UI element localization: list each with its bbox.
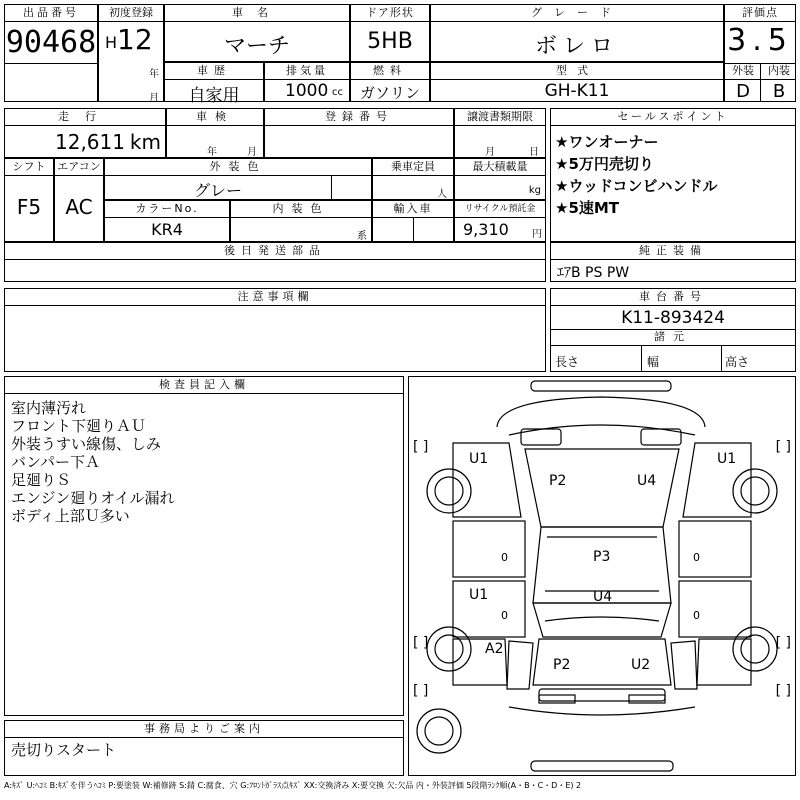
capacity-unit: 人: [437, 189, 447, 200]
door-box: [350, 4, 430, 62]
door-type: 5HB: [367, 29, 413, 54]
shift-box: [4, 158, 54, 242]
inspector-line-5: 足廻りＳ: [11, 471, 72, 489]
chassis-number: K11-893424: [621, 308, 725, 328]
year-unit: 年: [149, 69, 159, 80]
inspector-line-7: ボディ上部Ｕ多い: [11, 507, 130, 525]
int-label: 内装: [768, 64, 790, 77]
insp-year-unit: 年: [207, 147, 217, 158]
width-label: 幅: [647, 355, 660, 369]
shift: F5: [16, 195, 42, 219]
car-name-label: 車名: [165, 5, 349, 22]
ext-color: グレー: [193, 181, 242, 200]
zero-right-lower: 0: [693, 609, 700, 622]
import-label: 輸入車: [373, 201, 453, 218]
sales-point-1: ★ワンオーナー: [555, 133, 659, 151]
max-load-label: 最大積載量: [455, 159, 545, 176]
inspector-label: 検査員記入欄: [5, 377, 403, 394]
sales-points-box: [550, 108, 796, 242]
transfer-month: 月: [485, 147, 495, 158]
recycle-box: [454, 200, 546, 242]
inspector-line-4: バンパー下Ａ: [11, 453, 100, 471]
model: GH-K11: [544, 81, 610, 101]
int-score: B: [772, 81, 786, 102]
ext-color-box: [104, 158, 372, 200]
zero-left-upper: 0: [501, 551, 508, 564]
inspector-line-6: エンジン廻りオイル漏れ: [11, 489, 175, 507]
fuel-label: 燃料: [351, 63, 429, 80]
reg-no-label: 登録番号: [265, 109, 453, 126]
office-label: 事務局よりご案内: [5, 721, 403, 738]
first-reg-year: 12: [117, 23, 153, 56]
mileage: 12,611: [55, 130, 125, 154]
damage-mark-roof: P3: [593, 549, 611, 565]
grade-box: [430, 4, 724, 62]
recycle-label: リサイクル預託金: [455, 201, 545, 218]
displacement-box: [264, 62, 350, 102]
model-label: 型式: [431, 63, 723, 80]
sales-point-2: ★5万円売切り: [555, 155, 654, 173]
history-box: [164, 62, 264, 106]
length-label: 長さ: [555, 355, 580, 369]
transfer-day: 日: [529, 147, 539, 158]
car-name-box: [164, 4, 350, 62]
grade: ボレロ: [534, 34, 619, 59]
lot-label: 出品番号: [5, 5, 97, 22]
height-label: 高さ: [725, 355, 750, 369]
bracket-right-mid: [ ]: [775, 635, 791, 651]
mileage-box: [4, 108, 166, 158]
mileage-label: 走行: [5, 109, 165, 126]
damage-mark-windshield-right: U4: [637, 473, 657, 489]
lot-number: 90468: [5, 25, 97, 60]
notes-label: 注意事項欄: [5, 289, 545, 306]
damage-diagram: [408, 376, 796, 776]
inspector-line-3: 外装うすい線傷、しみ: [11, 435, 162, 453]
era: H: [105, 33, 118, 52]
sales-point-4: ★5速MT: [555, 199, 620, 217]
inspector-box: [4, 376, 404, 716]
damage-mark-rear-window: U4: [593, 589, 613, 605]
inspection-box: [166, 108, 264, 158]
grade-label: グレード: [431, 5, 723, 22]
bracket-right-top: [ ]: [775, 439, 791, 455]
ac: AC: [65, 195, 93, 219]
max-load-box: [454, 158, 546, 200]
damage-mark-rear-door-left: U1: [469, 587, 489, 603]
office-box: [4, 720, 404, 776]
bracket-left-mid: [ ]: [413, 635, 429, 651]
color-no-box: [104, 200, 230, 242]
int-color-box: [230, 200, 372, 242]
int-color-label: 内装色: [231, 201, 371, 218]
damage-mark-rear-left: P2: [553, 657, 571, 673]
color-no-label: カラーNo.: [105, 201, 229, 218]
first-reg-box: [98, 4, 164, 102]
shift-label: シフト: [5, 159, 53, 176]
max-load-unit: kg: [528, 185, 541, 196]
first-reg-label: 初度登録: [99, 5, 163, 22]
zero-left-lower: 0: [501, 609, 508, 622]
legend: A:ｷｽﾞ U:ﾍｺﾐ B:ｷｽﾞを伴うﾍｺﾐ P:要塗装 W:補修跡 S:錆 C:腐食、穴 G:ﾌﾛﾝﾄｶﾞﾗｽ点ｷｽﾞ XX:交換済み X:要交換 欠:欠品 内・外装評価 5段階ﾗﾝｸ順(A・B・C・D・E) 2: [4, 781, 582, 790]
notes-box: [4, 288, 546, 372]
sales-point-3: ★ウッドコンビハンドル: [555, 177, 718, 195]
damage-mark-front-left: U1: [469, 451, 489, 467]
later-parts-label: 後日発送部品: [5, 243, 545, 260]
later-parts-box: [4, 242, 546, 282]
insp-month-unit: 月: [247, 147, 257, 158]
inspection-label: 車検: [167, 109, 263, 126]
history: 自家用: [188, 86, 240, 106]
lot-box: [4, 4, 98, 102]
inspector-line-2: フロント下廻りＡＵ: [11, 417, 147, 435]
equipment-label: 純正装備: [551, 243, 795, 260]
bracket-right-low: [ ]: [775, 683, 791, 699]
color-no: KR4: [151, 220, 183, 239]
dims-label: 諸元: [654, 330, 692, 343]
score-label: 評価点: [725, 5, 795, 22]
recycle: 9,310: [463, 220, 509, 239]
car-name: マーチ: [223, 34, 290, 59]
equipment-box: [550, 242, 796, 282]
month-unit: 月: [149, 93, 159, 104]
damage-mark-rear-fender-left: A2: [485, 641, 504, 657]
damage-mark-rear-right: U2: [631, 657, 651, 673]
score: 3.5: [727, 23, 793, 58]
bracket-left-top: [ ]: [413, 439, 429, 455]
equipment-value: ｴｱB PS PW: [557, 265, 630, 281]
reg-no-box: [264, 108, 454, 158]
damage-mark-front-right: U1: [717, 451, 737, 467]
ext-color-label: 外装色: [105, 159, 371, 176]
door-label: ドア形状: [351, 5, 429, 22]
displacement-unit: cc: [332, 87, 343, 98]
ac-box: [54, 158, 104, 242]
inspector-line-1: 室内薄汚れ: [11, 399, 87, 417]
ac-label: エアコン: [55, 159, 103, 176]
office-value: 売切りスタート: [11, 741, 117, 759]
ext-label: 外装: [732, 64, 754, 77]
sales-points-label: セールスポイント: [551, 109, 795, 126]
mileage-unit: km: [129, 130, 161, 154]
recycle-unit: 円: [532, 229, 542, 240]
ext-score: D: [736, 81, 750, 102]
fuel-box: [350, 62, 430, 102]
car-outline: [409, 377, 795, 775]
displacement-label: 排気量: [265, 63, 349, 80]
int-color-unit: 系: [357, 231, 367, 242]
capacity-label: 乗車定員: [373, 159, 453, 176]
history-label: 車歴: [165, 63, 263, 80]
transfer-label: 譲渡書類期限: [455, 109, 545, 126]
chassis-label: 車台番号: [551, 289, 795, 306]
chassis-box: [550, 288, 796, 372]
bracket-left-low: [ ]: [413, 683, 429, 699]
capacity-box: [372, 158, 454, 200]
displacement: 1000: [285, 81, 329, 101]
fuel: ガソリン: [359, 84, 420, 102]
damage-mark-windshield-left: P2: [549, 473, 567, 489]
import-box: [372, 200, 454, 242]
zero-right-upper: 0: [693, 551, 700, 564]
score-box: [724, 4, 796, 102]
model-box: [430, 62, 724, 102]
transfer-box: [454, 108, 546, 158]
